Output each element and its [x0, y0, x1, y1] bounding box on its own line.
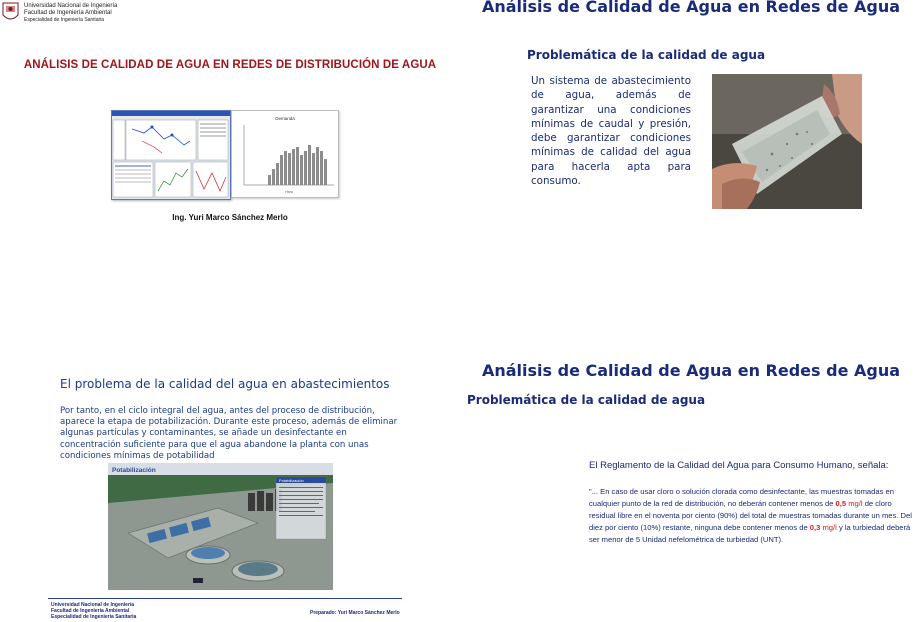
regulation-quote	[589, 486, 919, 546]
image-info-box-title: Potabilización	[279, 478, 304, 483]
quote-part-1: "... En caso de usar cloro o solución clorada como desinfectante, las muestras tomadas en cualquier punto de la red de distribución, no deberán contener menos de	[589, 487, 894, 508]
faculty-name: Facultad de Ingeniería Ambiental	[24, 10, 112, 16]
chlorine-unit-1: mg/l	[846, 499, 863, 508]
demand-chart-title: Demanda	[275, 116, 295, 121]
chlorine-min-value: 0,5	[835, 499, 847, 508]
footer-university-name: Universidad Nacional de Ingeniería	[51, 602, 135, 608]
chlorine-secondary-value: 0,3	[809, 523, 821, 532]
slide2-subtitle: Problemática de la calidad de agua	[527, 48, 766, 62]
specialty-name: Especialidad de Ingeniería Sanitaria	[24, 17, 105, 23]
demand-chart-xlabel: Hora	[285, 190, 293, 194]
slide-2	[461, 0, 921, 311]
university-name: Universidad Nacional de Ingeniería	[24, 3, 118, 9]
prepared-by: Preparado: Yuri Marco Sánchez Merlo	[310, 610, 400, 616]
footer-specialty-name: Especialidad de Ingeniería Sanitaria	[51, 614, 137, 620]
slide3-title: El problema de la calidad del agua en abastecimientos	[60, 377, 390, 391]
slide-1	[0, 0, 460, 311]
university-seal-logo	[2, 2, 19, 23]
slide2-main-title: Análisis de Calidad de Agua en Redes de Agua	[481, 0, 901, 16]
university-header	[24, 3, 117, 24]
slide3-footer-university	[51, 602, 136, 620]
water-treatment-plant-illustration	[108, 463, 333, 590]
quote-part-2: de cloro residual libre en el noventa por ciento (90%) del total de muestras tomadas durante un mes. Del diez por ciento (10%) restante, ninguna debe contener menos de	[589, 499, 912, 532]
chlorine-unit-2: mg/l	[820, 523, 837, 532]
person-drinking-water-photo	[712, 74, 862, 209]
slide-3	[0, 311, 460, 622]
slide3-body-text: Por tanto, en el ciclo integral del agua, antes del proceso de distribución, aparece la etapa de potabilización. Durante este proceso, además de eliminar algunas partículas y contaminantes, se añade un desinfectante en concentración suficiente para que el agua abandone la planta con unas condiciones mínimas de potabilidad	[60, 406, 398, 461]
footer-faculty-name: Facultad de Ingeniería Ambiental	[51, 608, 130, 614]
slide4-main-title: Análisis de Calidad de Agua en Redes de Agua	[481, 361, 901, 380]
regulation-lead-text: El Reglamento de la Calidad del Agua para Consumo Humano, señala:	[589, 460, 889, 471]
author-name: Ing. Yuri Marco Sánchez Merlo	[172, 213, 288, 222]
slide-4	[461, 311, 921, 622]
demand-chart-image	[231, 110, 339, 198]
slide4-subtitle: Problemática de la calidad de agua	[467, 393, 706, 407]
image-label: Potabilización	[112, 467, 156, 474]
quote-part-3: y la turbiedad deberá ser menor de 5 Unidad nefelométrica de turbiedad (UNT).	[589, 523, 911, 544]
footer-divider	[48, 598, 402, 599]
presentation-title: ANÁLISIS DE CALIDAD DE AGUA EN REDES DE DISTRIBUCIÓN DE AGUA	[23, 59, 437, 71]
software-screenshot	[111, 110, 231, 200]
slide2-body-text: Un sistema de abastecimiento de agua, además de garantizar una condiciones mínimas de caudal y presión, debe garantizar condiciones mínimas de calidad del agua para hacerla apta para consumo.	[531, 75, 691, 188]
